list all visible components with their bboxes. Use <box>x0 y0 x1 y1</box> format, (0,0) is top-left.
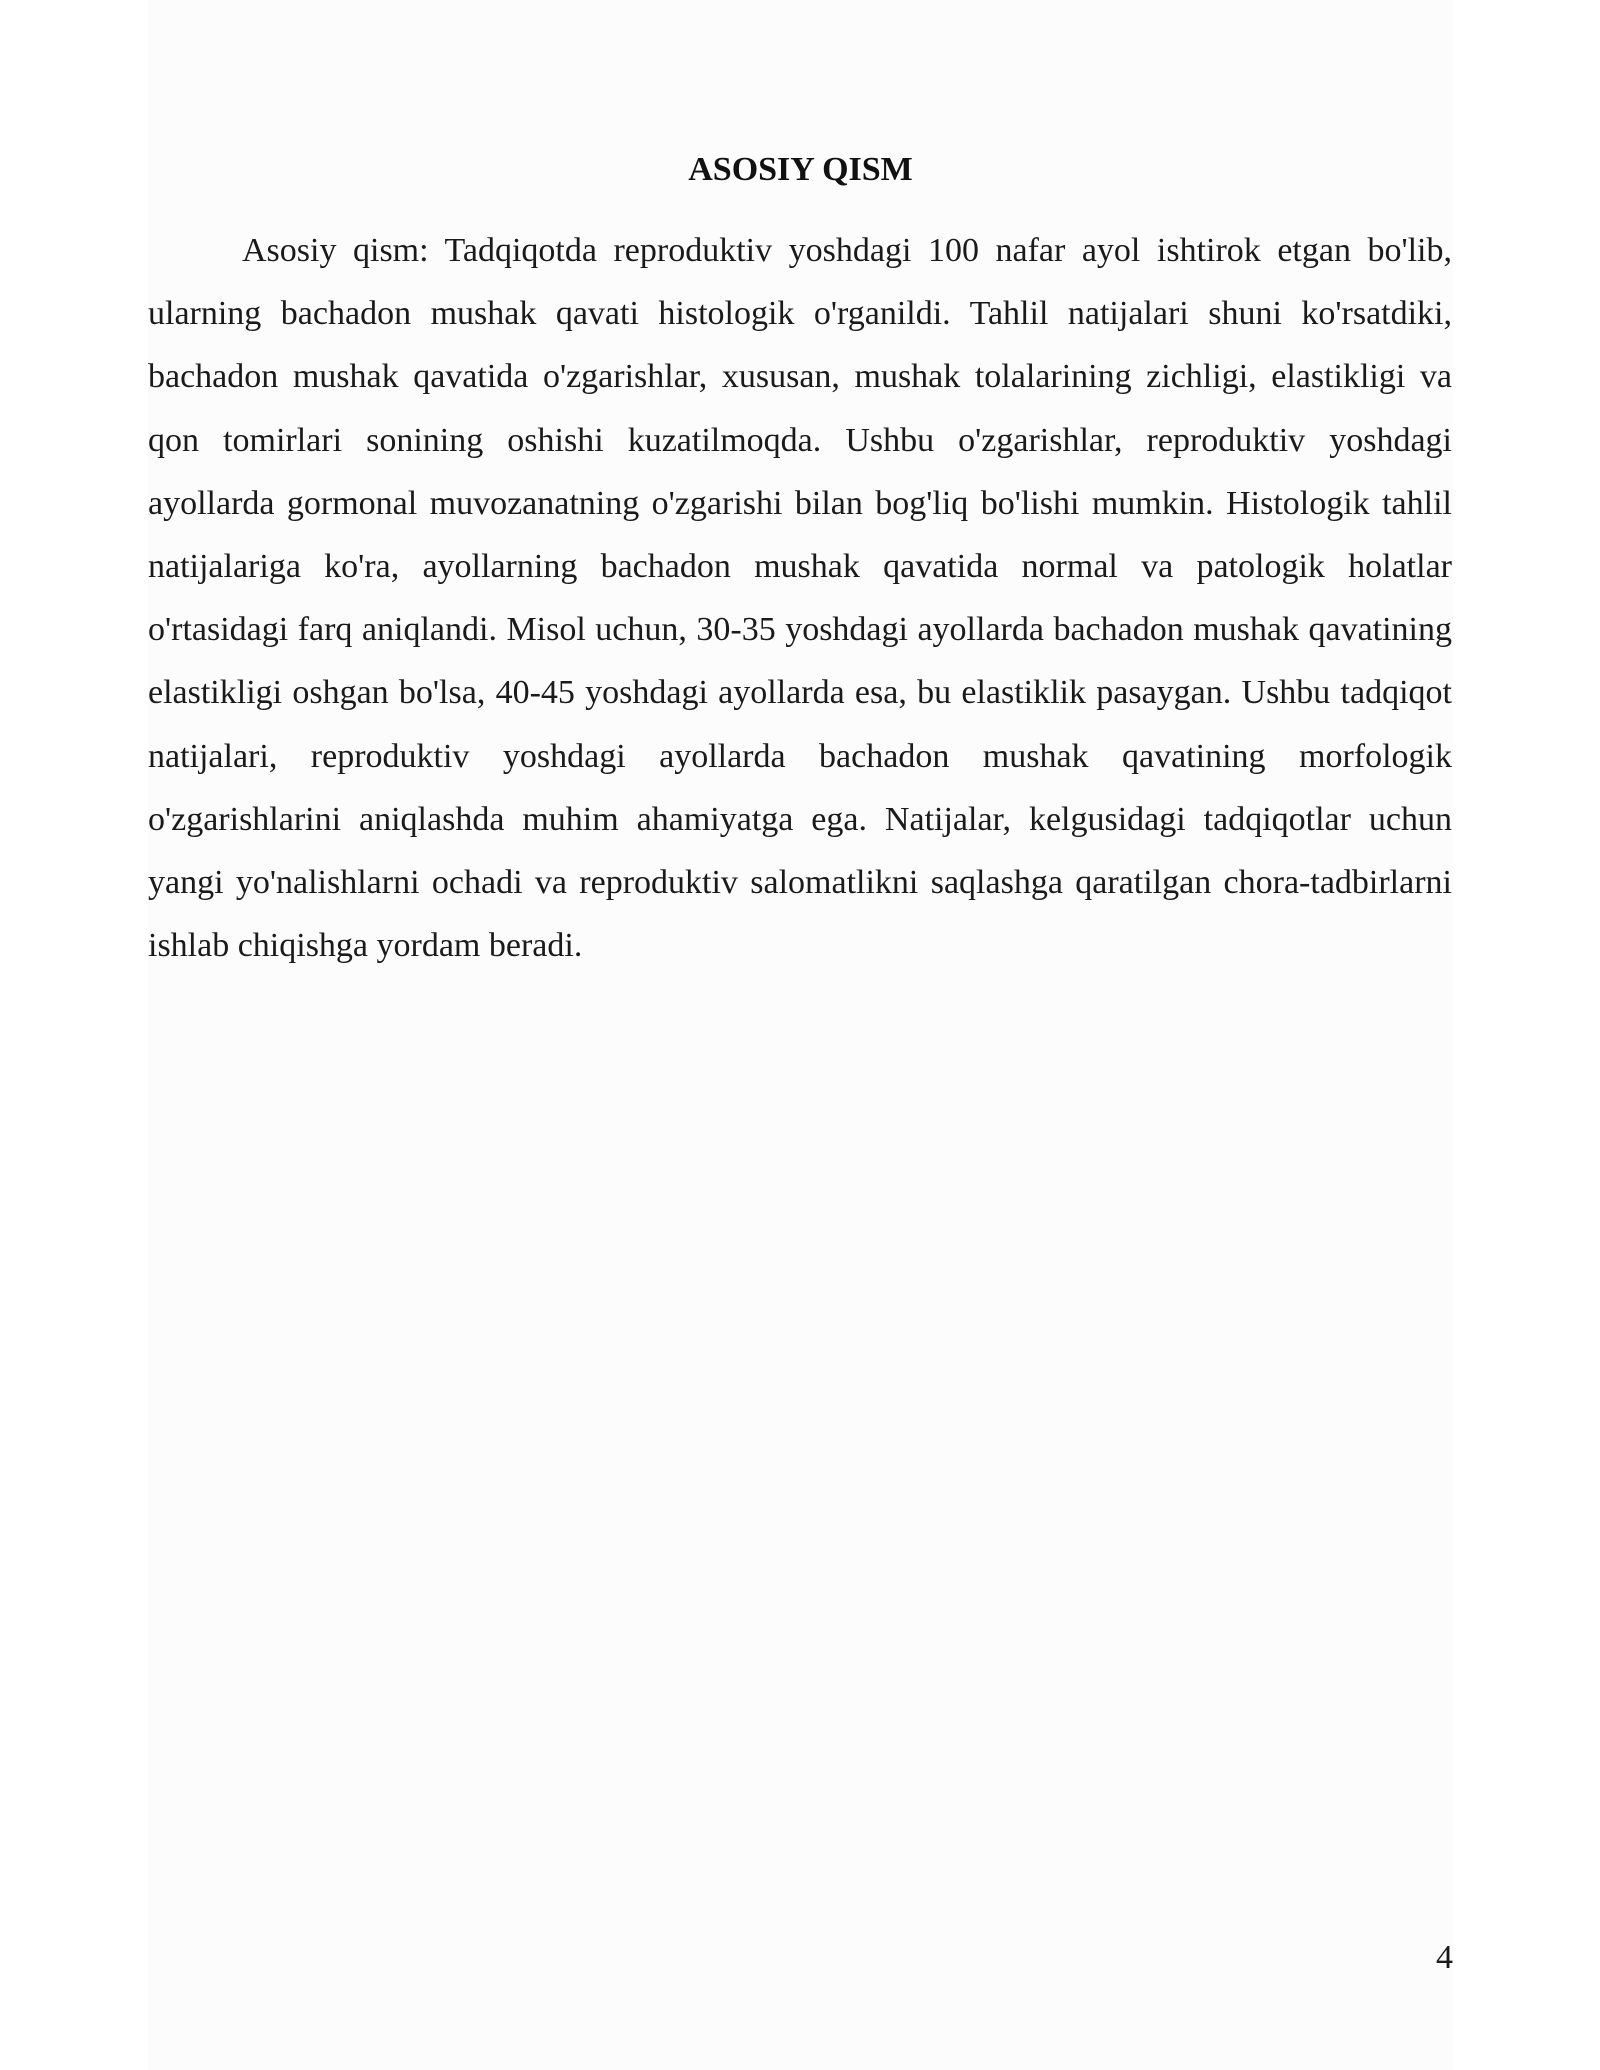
section-heading: ASOSIY QISM <box>688 151 913 188</box>
body-paragraph: Asosiy qism: Tadqiqotda reproduktiv yoshdagi 100 nafar ayol ishtirok etgan bo'lib, ularning bachadon mushak qavati histologik o'rganildi. Tahlil natijalari shuni ko'rsatdiki, bachadon mushak qavatida o'zgarishlar, xususan, mushak tolalarining zichligi, elastikligi va qon tomirlari sonining oshishi kuzatilmoqda. Ushbu o'zgarishlar, reproduktiv yoshdagi ayollarda gormonal muvozanatning o'zgarishi bilan bog'liq bo'lishi mumkin. Histologik tahlil natijalariga ko'ra, ayollarning bachadon mushak qavatida normal va patologik holatlar o'rtasidagi farq aniqlandi. Misol uchun, 30-35 yoshdagi ayollarda bachadon mushak qavatining elastikligi oshgan bo'lsa, 40-45 yoshdagi ayollarda esa, bu elastiklik pasaygan. Ushbu tadqiqot natijalari, reproduktiv yoshdagi ayollarda bachadon mushak qavatining morfologik o'zgarishlarini aniqlashda muhim ahamiyatga ega. Natijalar, kelgusidagi tadqiqotlar uchun yangi yo'nalishlarni ochadi va reproduktiv salomatlikni saqlashga qaratilgan chora-tadbirlarni ishlab chiqishga yordam beradi. <box>148 232 1452 965</box>
page-number: 4 <box>1436 1939 1453 1976</box>
